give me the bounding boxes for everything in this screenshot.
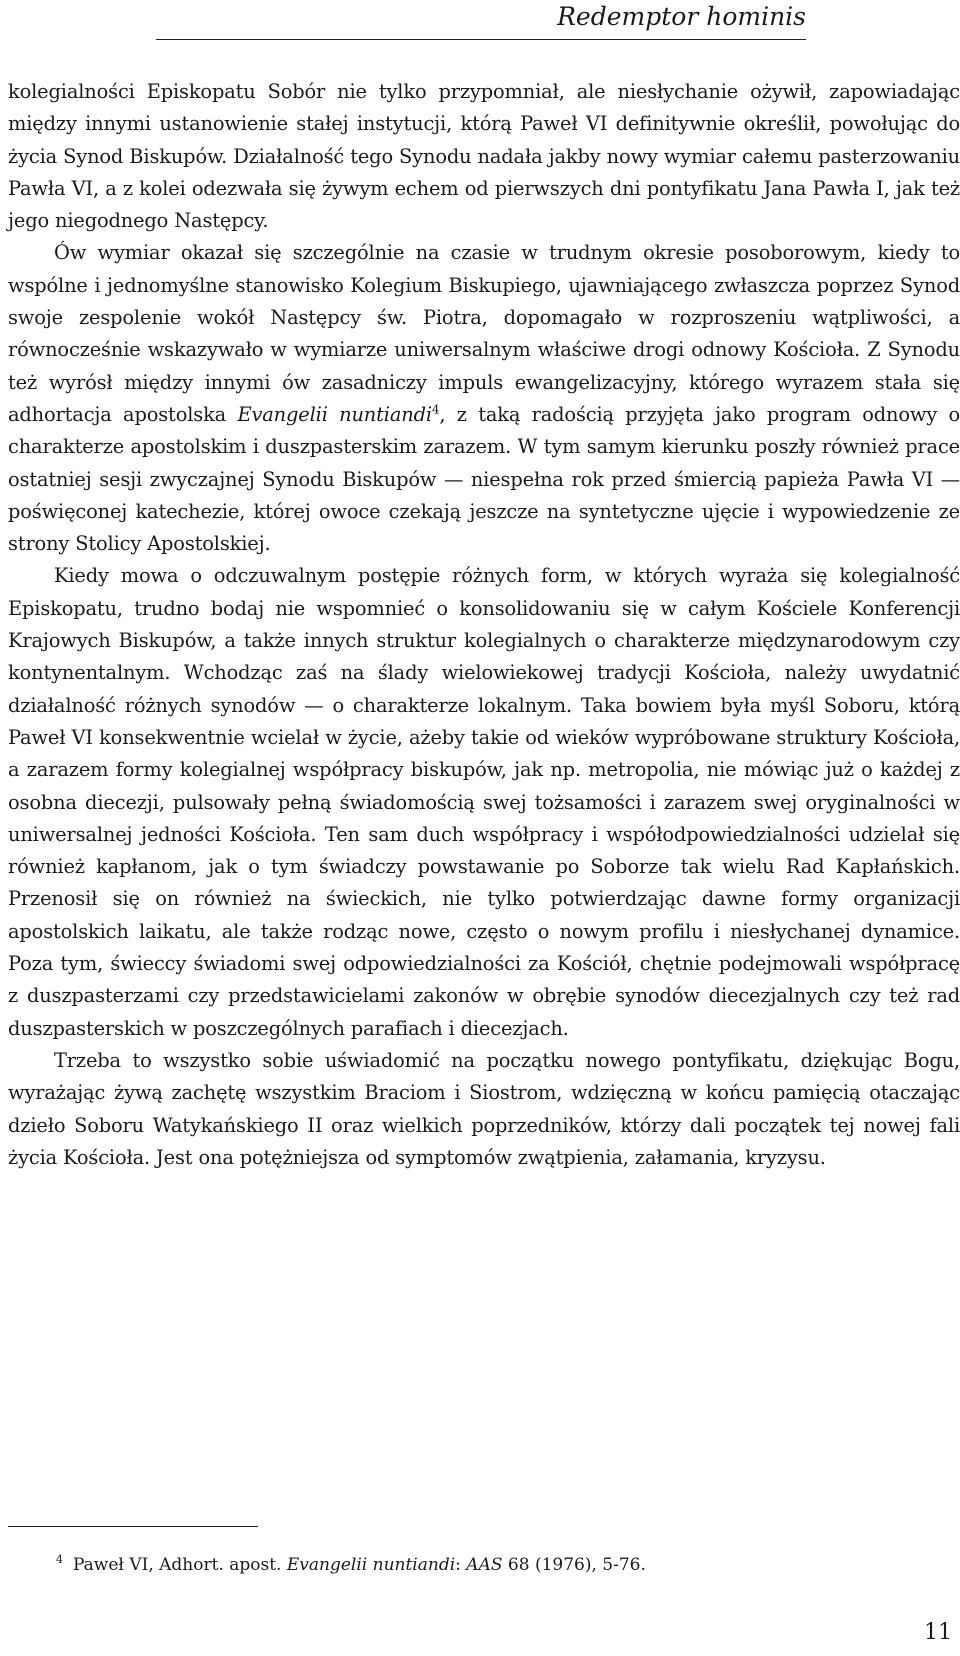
paragraph-2 xyxy=(8,237,960,560)
header-rule xyxy=(156,39,806,40)
footnote-text-after: 68 (1976), 5-76. xyxy=(502,1555,646,1575)
body-text xyxy=(8,76,960,1174)
running-head: Redemptor hominis xyxy=(557,2,806,31)
footnote-italic-title: Evangelii nuntiandi xyxy=(286,1555,456,1575)
paragraph-3: Kiedy mowa o odczuwalnym postępie różnych form, w których wyraża się kolegialność Episkopatu, trudno bodaj nie wspomnieć o konsolidowaniu się w całym Kościele Konferencji Krajowych Biskupów, a także innych struktur kolegialnych o charakterze międzynarodowym czy kontynentalnym. Wchodząc zaś na ślady wielowiekowej tradycji Kościoła, należy uwydatnić działalność różnych synodów — o charakterze lokalnym. Taka bowiem była myśl Soboru, którą Paweł VI konsekwentnie wcielał w życie, ażeby takie od wieków wypróbowane struktury Kościoła, a zarazem formy kolegialnej współpracy biskupów, jak np. metropolia, nie mówiąc już o każdej z osobna diecezji, pulsowały pełną świadomością swej tożsamości i zarazem swej oryginalności w uniwersalnej jedności Kościoła. Ten sam duch współpracy i współodpowiedzialności udzielał się również kapłanom, jak o tym świadczy powstawanie po Soborze tak wielu Rad Kapłańskich. Przenosił się on również na świeckich, nie tylko potwierdzając dawne formy organizacji apostolskich laikatu, ale także rodząc nowe, często o nowym profilu i niesłychanej dynamice. Poza tym, świeccy świadomi swej odpowiedzialności za Kościół, chętnie podejmowali współpracę z duszpasterzami czy przedstawicielami zakonów w obrębie synodów diecezjalnych czy też rad duszpasterskich w poszczególnych parafiach i diecezjach. xyxy=(8,564,960,1040)
footnote-number: 4 xyxy=(56,1553,63,1567)
footnote-4 xyxy=(56,1552,916,1578)
footnote-text-middle: : xyxy=(455,1555,467,1575)
page-number: 11 xyxy=(924,1620,952,1645)
footnote-italic-source: AAS xyxy=(466,1555,503,1575)
paragraph-4: Trzeba to wszystko sobie uświadomić na początku nowego pontyfikatu, dziękując Bogu, wyrażając żywą zachętę wszystkim Braciom i Siostrom, wdzięczną w końcu pamięcią otaczając dzieło Soboru Watykańskiego II oraz wielkich poprzedników, którzy dali początek tej nowej fali życia Kościoła. Jest ona potężniejsza od symptomów zwątpienia, załamania, kryzysu. xyxy=(8,1048,960,1169)
footnote-text-before: Paweł VI, Adhort. apost. xyxy=(73,1555,287,1575)
footnote-rule xyxy=(8,1526,258,1527)
paragraph-2-text-after: , z taką radością przyjęta jako program odnowy o charakterze apostolskim i duszpasterskim zarazem. W tym samym kierunku poszły również prace ostatniej sesji zwyczajnej Synodu Biskupów — niespełna rok przed śmiercią papieża Pawła VI — poświęconej katechezie, której owoce czekają jeszcze na syntetyczne ujęcie i wypowiedzenie ze strony Stolicy Apostolskiej. xyxy=(8,402,960,556)
evangelii-nuntiandi-title: Evangelii nuntiandi xyxy=(237,402,432,426)
paragraph-1: kolegialności Episkopatu Sobór nie tylko przypomniał, ale niesłychanie ożywił, zapowiadając między innymi ustanowienie stałej instytucji, którą Paweł VI definitywnie określił, powołując do życia Synod Biskupów. Działalność tego Synodu nadała jakby nowy wymiar całemu pasterzowaniu Pawła VI, a z kolei odezwała się żywym echem od pierwszych dni pontyfikatu Jana Pawła I, jak też jego niegodnego Następcy. xyxy=(8,80,960,233)
paragraph-2-text-before: Ów wymiar okazał się szczególnie na czasie w trudnym okresie posoborowym, kiedy to wspólne i jednomyślne stanowisko Kolegium Biskupiego, ujawniającego zwłaszcza poprzez Synod swoje zespolenie wokół Następcy św. Piotra, dopomagało w rozproszeniu wątpliwości, a równocześnie wskazywało w wymiarze uniwersalnym właściwe drogi odnowy Kościoła. Z Synodu też wyrósł między innymi ów zasadniczy impuls ewangelizacyjny, którego wyrazem stała się adhortacja apostolska xyxy=(8,241,960,426)
footnote-reference-4[interactable]: 4 xyxy=(431,402,440,417)
